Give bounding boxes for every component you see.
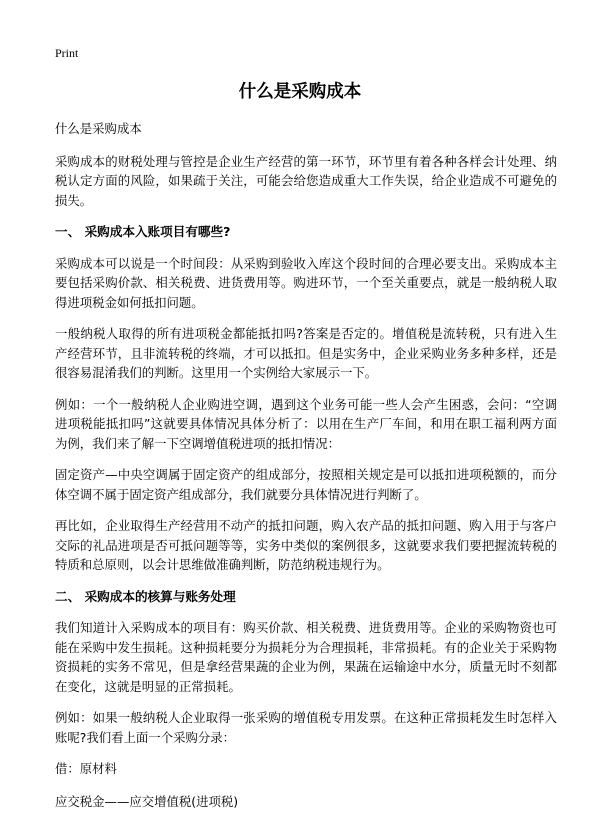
section1-paragraph-4: 固定资产—中央空调属于固定资产的组成部分，按照相关规定是可以抵扣进项税额的，而分体空调不属于固定资产组成部分，我们就要分具体情况进行判断了。 <box>55 467 557 502</box>
page-title: 什么是采购成本 <box>238 82 362 102</box>
journal-entry-tax: 应交税金——应交增值税(进项税) <box>55 793 239 809</box>
article-subtitle: 什么是采购成本 <box>55 121 142 136</box>
print-label: Print <box>55 46 79 60</box>
section1-paragraph-5: 再比如，企业取得生产经营用不动产的抵扣问题，购入农产品的抵扣问题、购入用于与客户交际的礼品进项是否可抵问题等等，实务中类似的案例很多，这就要求我们要把握流转税的特质和总原则，以会计思维做准确判断，防范纳税违规行为。 <box>55 518 557 572</box>
intro-paragraph: 采购成本的财税处理与管控是企业生产经营的第一环节，环节里有着各种各样会计处理、纳税认定方面的风险，如果疏于关注，可能会给您造成重大工作失误，给企业造成不可避免的损失。 <box>55 153 557 208</box>
journal-entry-debit: 借：原材料 <box>55 761 117 776</box>
section1-paragraph-1: 采购成本可以说是一个时间段：从采购到验收入库这个段时间的合理必要支出。采购成本主要包括采购价款、相关税费、进货费用等。购进环节，一个至关重要点，就是一般纳税人取得进项税金如何抵扣问题。 <box>55 255 557 310</box>
section1-paragraph-2: 一般纳税人取得的所有进项税金都能抵扣吗?答案是否定的。增值税是流转税，只有进入生产经营环节，且非流转税的终端，才可以抵扣。但是实务中，企业采购业务多种多样，还是很容易混淆我们的判断。这里用一个实例给大家展示一下。 <box>55 326 557 380</box>
section2-paragraph-1: 我们知道计入采购成本的项目有：购买价款、相关税费、进货费用等。企业的采购物资也可能在采购中发生损耗。这种损耗要分为损耗分为合理损耗，非常损耗。有的企业关于采购物资损耗的实务不常见，但是拿经营果蔬的企业为例，果蔬在运输途中水分，质量无时不刻都在变化，这就是明显的正常损耗。 <box>55 620 557 694</box>
section-heading-1: 一、 采购成本入账项目有哪些? <box>55 224 231 239</box>
section2-paragraph-2: 例如：如果一般纳税人企业取得一张采购的增值税专用发票。在这种正常损耗发生时怎样入账呢?我们看上面一个采购分录： <box>55 710 557 745</box>
article-body <box>55 119 557 824</box>
section-heading-2: 二、 采购成本的核算与账务处理 <box>55 588 236 604</box>
section1-paragraph-3: 例如：一个一般纳税人企业购进空调，遇到这个业务可能一些人会产生困惑，会问：“空调进项税能抵扣吗”这就要具体情况具体分析了：以用在生产厂车间，和用在职工福利两方面为例，我们来了解一下空调增值税进项的抵扣情况： <box>55 396 557 451</box>
